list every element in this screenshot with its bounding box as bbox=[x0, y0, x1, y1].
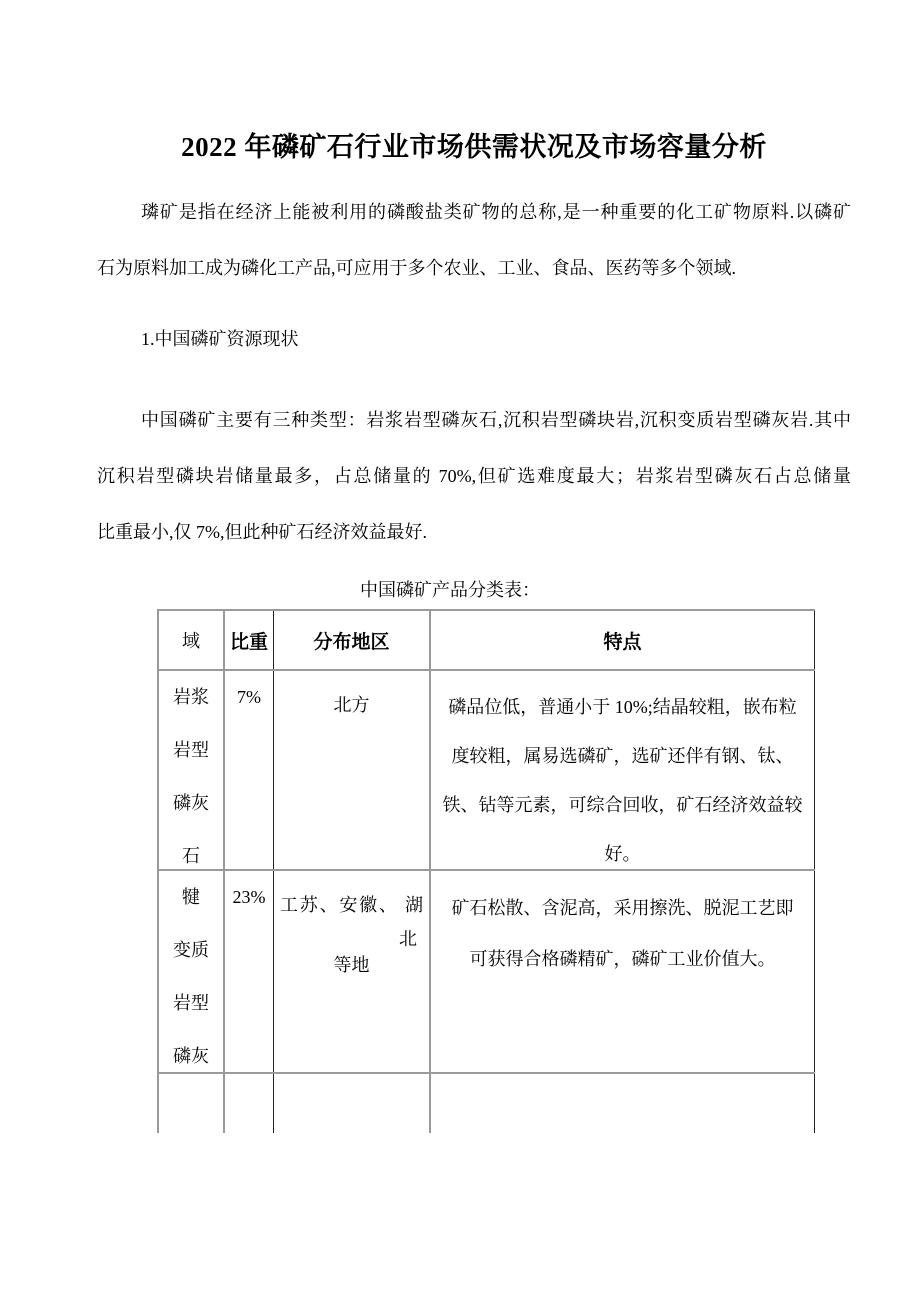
table-row-empty bbox=[159, 1074, 815, 1133]
paragraph-intro bbox=[97, 184, 851, 296]
paragraph-intro-line-1: 璘矿是指在经济上能被利用的磷酸盐类矿物的总称,是一种重要的化工矿物原料.以磷矿 bbox=[141, 202, 851, 222]
table-header-row bbox=[159, 611, 815, 671]
paragraph-types-line-3: 比重最小,仅 7%,但此种矿石经济效益最好. bbox=[97, 522, 427, 542]
table-row-metamorphic-apatite bbox=[159, 871, 815, 1074]
paragraph-types-line-2: 沉积岩型磷块岩储量最多，占总储量的 70%,但矿选难度最大；岩浆岩型磷灰石占总储量 bbox=[97, 466, 851, 486]
header-cell-region-type: 域 bbox=[159, 611, 225, 669]
table-caption: 中国磷矿产品分类表： bbox=[360, 580, 540, 600]
type-cell: 犍 变质 岩型 磷灰 bbox=[159, 871, 225, 1072]
paragraph-types bbox=[97, 392, 851, 560]
paragraph-intro-line-2: 石为原料加工成为磷化工产品,可应用于多个农业、工业、食品、医药等多个领域. bbox=[97, 258, 736, 278]
header-cell-share: 比重 bbox=[225, 611, 274, 669]
header-cell-features: 特点 bbox=[431, 611, 815, 669]
features-cell: 磷品位低，普通小于 10%;结晶较粗，嵌布粒 度较粗，属易选磷矿，选矿还伴有钢、钛、 铁、钻等元素，可综合回收，矿石经济效益较 好。 bbox=[431, 671, 815, 869]
section-1-heading: 1.中国磷矿资源现状 bbox=[141, 329, 299, 349]
region-cell: 北方 bbox=[274, 671, 431, 869]
share-cell: 23% bbox=[225, 871, 274, 1072]
header-cell-distribution: 分布地区 bbox=[274, 611, 431, 669]
region-cell: 工苏、安徽、 湖 北 等地 bbox=[274, 871, 431, 1072]
page-title: 2022 年磷矿石行业市场供需状况及市场容量分析 bbox=[181, 132, 767, 162]
paragraph-types-line-1: 中国磷矿主要有三种类型：岩浆岩型磷灰石,沉积岩型磷块岩,沉积变质岩型磷灰岩.其中 bbox=[141, 410, 851, 430]
features-cell: 矿石松散、含泥高，采用擦洗、脱泥工艺即 可获得合格磷精矿，磷矿工业价值大。 bbox=[431, 871, 815, 1072]
type-cell: 岩浆 岩型 磷灰 石 bbox=[159, 671, 225, 869]
share-cell: 7% bbox=[225, 671, 274, 869]
table-row-igneous-apatite bbox=[159, 671, 815, 871]
classification-table bbox=[157, 609, 815, 1133]
